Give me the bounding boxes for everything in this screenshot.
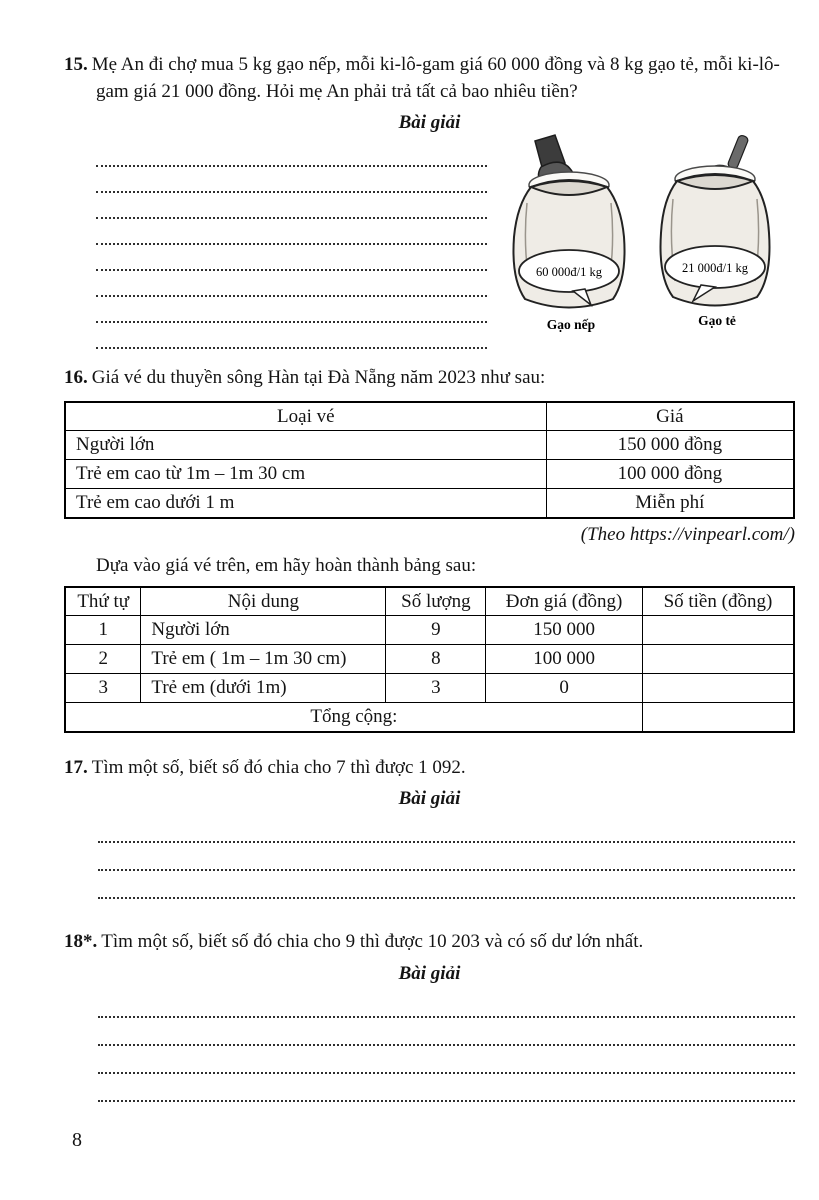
table-row — [65, 674, 794, 703]
problem-15 — [64, 52, 795, 349]
dongia-cell: 150 000 — [486, 616, 643, 645]
answer-line — [96, 271, 487, 297]
table-total-row — [65, 703, 794, 732]
table-row — [65, 616, 794, 645]
fill-table-header-sotien: Số tiền (đồng) — [642, 587, 794, 616]
problem-18 — [64, 929, 795, 1102]
problem-18-solution-label: Bài giải — [398, 962, 461, 984]
answer-line — [98, 1074, 795, 1102]
page-number: 8 — [72, 1129, 82, 1151]
problem-18-answer-lines — [98, 990, 795, 1102]
answer-line — [98, 1046, 795, 1074]
ticket-price-cell: 150 000 đồng — [546, 431, 794, 460]
answer-line — [98, 990, 795, 1018]
soluong-cell: 3 — [386, 674, 486, 703]
answer-line — [98, 1018, 795, 1046]
answer-line — [96, 167, 487, 193]
problem-18-number: 18*. — [64, 931, 98, 953]
problem-15-text: Mẹ An đi chợ mua 5 kg gạo nếp, mỗi ki-lô-gam giá 60 000 đồng và 8 kg gạo tẻ, mỗi ki-lô-gam giá 21 000 đồng. Hỏi mẹ An phải trả tất cả bao nhiêu tiền? — [91, 54, 780, 102]
price-table-header-type: Loại vé — [65, 402, 546, 431]
answer-line — [98, 843, 795, 871]
rice-bags-figure — [493, 133, 795, 339]
rice-bag-nep-drawing — [513, 135, 624, 308]
rice-bag-te-drawing — [661, 135, 770, 306]
table-header-row — [65, 402, 794, 431]
sotien-answer-cell — [642, 674, 794, 703]
problem-18-text: Tìm một số, biết số đó chia cho 9 thì được 10 203 và có số dư lớn nhất. — [101, 931, 644, 953]
table-row — [65, 431, 794, 460]
problem-16-number: 16. — [64, 367, 88, 389]
problem-16-statement — [64, 365, 795, 392]
answer-line — [96, 245, 487, 271]
problem-17-statement — [64, 755, 795, 782]
table-row — [65, 489, 794, 518]
problem-15-answer-area — [64, 139, 795, 349]
table-row — [65, 645, 794, 674]
answer-line — [96, 297, 487, 323]
fill-table-header-stt: Thứ tự — [65, 587, 141, 616]
problem-17 — [64, 755, 795, 900]
source-citation: (Theo https://vinpearl.com/) — [580, 523, 795, 545]
sotien-answer-cell — [642, 645, 794, 674]
answer-line — [96, 141, 487, 167]
problem-16-instruction: Dựa vào giá vé trên, em hãy hoàn thành bảng sau: — [96, 554, 477, 576]
stt-cell: 2 — [65, 645, 141, 674]
ticket-price-cell: Miễn phí — [546, 489, 794, 518]
noidung-cell: Người lớn — [141, 616, 386, 645]
table-row — [65, 460, 794, 489]
problem-16 — [64, 365, 795, 733]
bag-nep-caption: Gạo nếp — [546, 317, 596, 333]
stt-cell: 3 — [65, 674, 141, 703]
noidung-cell: Trẻ em ( 1m – 1m 30 cm) — [141, 645, 386, 674]
table-header-row — [65, 587, 794, 616]
ticket-price-table — [64, 401, 795, 519]
problem-15-number: 15. — [64, 54, 88, 75]
problem-15-solution-label: Bài giải — [398, 112, 461, 134]
total-label-cell: Tổng cộng: — [65, 703, 642, 732]
ticket-type-cell: Trẻ em cao dưới 1 m — [65, 489, 546, 518]
dongia-cell: 100 000 — [486, 645, 643, 674]
answer-line — [96, 323, 487, 349]
bag-nep-price-label: 60 000đ/1 kg — [536, 265, 602, 280]
problem-15-answer-lines — [96, 139, 487, 349]
fill-in-table — [64, 586, 795, 733]
problem-18-statement — [64, 929, 795, 956]
problem-17-text: Tìm một số, biết số đó chia cho 7 thì được 1 092. — [91, 756, 466, 778]
answer-line — [98, 871, 795, 899]
total-answer-cell — [642, 703, 794, 732]
fill-table-header-noidung: Nội dung — [141, 587, 386, 616]
noidung-cell: Trẻ em (dưới 1m) — [141, 674, 386, 703]
fill-table-header-soluong: Số lượng — [386, 587, 486, 616]
soluong-cell: 8 — [386, 645, 486, 674]
bag-te-caption: Gạo tẻ — [698, 313, 736, 329]
ticket-price-cell: 100 000 đồng — [546, 460, 794, 489]
problem-16-text: Giá vé du thuyền sông Hàn tại Đà Nẵng năm 2023 như sau: — [91, 367, 546, 389]
rice-bags-illustration — [493, 133, 795, 345]
stt-cell: 1 — [65, 616, 141, 645]
answer-line — [98, 815, 795, 843]
problem-17-solution-label: Bài giải — [398, 788, 461, 810]
dongia-cell: 0 — [486, 674, 643, 703]
answer-line — [96, 193, 487, 219]
ticket-type-cell: Trẻ em cao từ 1m – 1m 30 cm — [65, 460, 546, 489]
answer-line — [96, 219, 487, 245]
ticket-type-cell: Người lớn — [65, 431, 546, 460]
problem-17-answer-lines — [98, 815, 795, 899]
sotien-answer-cell — [642, 616, 794, 645]
fill-table-header-dongia: Đơn giá (đồng) — [486, 587, 643, 616]
problem-17-number: 17. — [64, 756, 88, 778]
soluong-cell: 9 — [386, 616, 486, 645]
price-table-header-price: Giá — [546, 402, 794, 431]
problem-15-statement — [64, 52, 795, 105]
bag-te-price-label: 21 000đ/1 kg — [682, 261, 748, 276]
